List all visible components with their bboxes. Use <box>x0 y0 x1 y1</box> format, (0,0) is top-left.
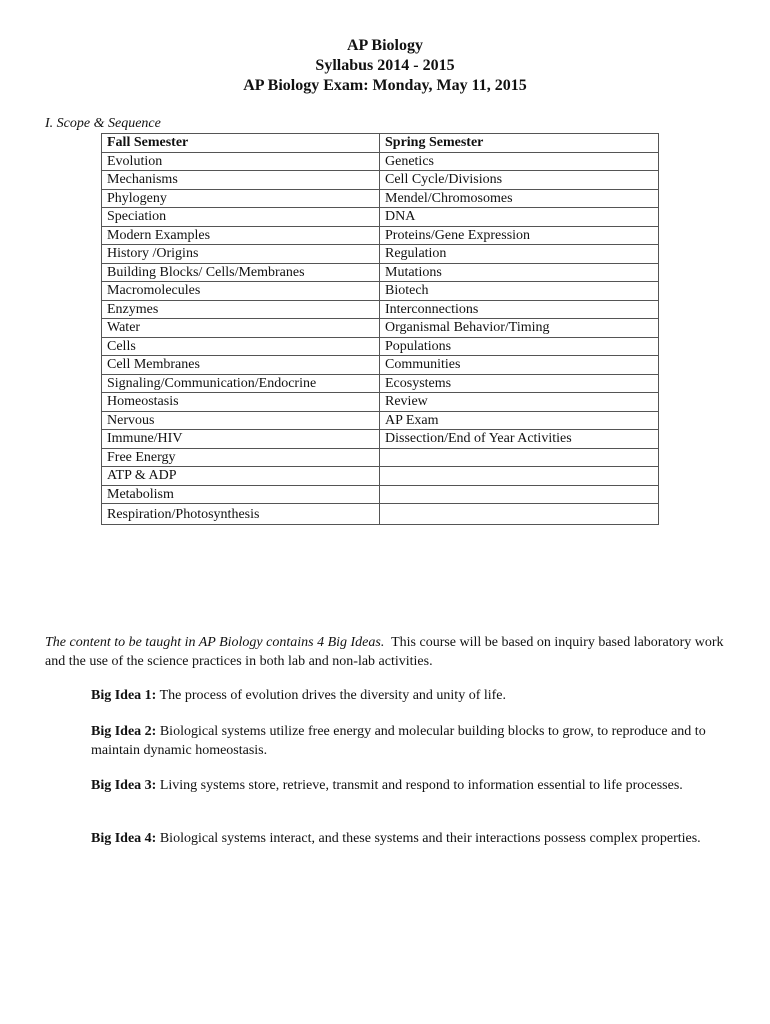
fall-topic-cell: Enzymes <box>102 300 380 319</box>
table-row <box>102 319 659 338</box>
big-idea-label: Big Idea 4: <box>91 831 157 846</box>
fall-semester-header: Fall Semester <box>102 134 380 153</box>
big-idea-text: Biological systems interact, and these systems and their interactions possess complex properties. <box>159 831 701 846</box>
course-title: AP Biology <box>346 37 423 54</box>
spring-topic-cell: Regulation <box>380 245 659 264</box>
fall-topic-cell: Macromolecules <box>102 282 380 301</box>
fall-topic-cell: Mechanisms <box>102 171 380 190</box>
table-row <box>102 208 659 227</box>
table-row <box>102 356 659 375</box>
spring-topic-cell: Communities <box>380 356 659 375</box>
syllabus-year: Syllabus 2014 - 2015 <box>315 57 455 74</box>
spring-topic-cell <box>380 467 659 486</box>
spring-topic-cell <box>380 448 659 467</box>
fall-topic-cell: Metabolism <box>102 485 380 504</box>
spring-topic-cell: Biotech <box>380 282 659 301</box>
spring-topic-cell: Mendel/Chromosomes <box>380 189 659 208</box>
intro-italic: The content to be taught in AP Biology contains 4 Big Ideas. <box>45 635 385 650</box>
big-idea-3 <box>91 776 721 795</box>
spring-topic-cell: Mutations <box>380 263 659 282</box>
table-row <box>102 263 659 282</box>
fall-topic-cell: ATP & ADP <box>102 467 380 486</box>
fall-topic-cell: Speciation <box>102 208 380 227</box>
fall-topic-cell: Building Blocks/ Cells/Membranes <box>102 263 380 282</box>
big-idea-label: Big Idea 2: <box>91 724 157 739</box>
fall-topic-cell: Immune/HIV <box>102 430 380 449</box>
spring-topic-cell: Interconnections <box>380 300 659 319</box>
table-row <box>102 485 659 504</box>
big-idea-text: Living systems store, retrieve, transmit and respond to information essential to life processes. <box>159 778 683 793</box>
document-title <box>0 36 770 96</box>
fall-topic-cell: Evolution <box>102 152 380 171</box>
table-row <box>102 467 659 486</box>
fall-topic-cell: History /Origins <box>102 245 380 264</box>
table-row <box>102 430 659 449</box>
exam-date: AP Biology Exam: Monday, May 11, 2015 <box>243 77 527 94</box>
fall-topic-cell: Nervous <box>102 411 380 430</box>
spring-topic-cell: AP Exam <box>380 411 659 430</box>
fall-topic-cell: Modern Examples <box>102 226 380 245</box>
spring-topic-cell: Review <box>380 393 659 412</box>
table-body <box>102 152 659 525</box>
table-row <box>102 282 659 301</box>
big-idea-1 <box>91 686 721 705</box>
table-row <box>102 337 659 356</box>
big-idea-text: The process of evolution drives the diversity and unity of life. <box>159 688 507 703</box>
table-header-row <box>102 134 659 153</box>
table-row <box>102 504 659 525</box>
fall-topic-cell: Cell Membranes <box>102 356 380 375</box>
big-idea-label: Big Idea 3: <box>91 778 157 793</box>
table-row <box>102 448 659 467</box>
big-idea-2 <box>91 722 721 760</box>
fall-topic-cell: Free Energy <box>102 448 380 467</box>
fall-topic-cell: Homeostasis <box>102 393 380 412</box>
fall-topic-cell: Cells <box>102 337 380 356</box>
table-row <box>102 171 659 190</box>
table-row <box>102 393 659 412</box>
table-row <box>102 411 659 430</box>
big-idea-text: Biological systems utilize free energy and molecular building blocks to grow, to reproduce and to maintain dynamic homeostasis. <box>91 724 706 758</box>
fall-topic-cell: Signaling/Communication/Endocrine <box>102 374 380 393</box>
table-row <box>102 245 659 264</box>
spring-topic-cell: Genetics <box>380 152 659 171</box>
spring-topic-cell: DNA <box>380 208 659 227</box>
intro-text: This course will be based on inquiry based laboratory work and the use of the science practices in both lab and non-lab activities. <box>45 635 724 669</box>
fall-topic-cell: Respiration/Photosynthesis <box>102 504 380 525</box>
spring-topic-cell: Populations <box>380 337 659 356</box>
intro-paragraph <box>45 633 725 671</box>
fall-topic-cell: Water <box>102 319 380 338</box>
table-row <box>102 300 659 319</box>
table-row <box>102 226 659 245</box>
table-row <box>102 374 659 393</box>
spring-topic-cell: Dissection/End of Year Activities <box>380 430 659 449</box>
fall-topic-cell: Phylogeny <box>102 189 380 208</box>
spring-semester-header: Spring Semester <box>380 134 659 153</box>
big-idea-4 <box>91 829 721 848</box>
spring-topic-cell <box>380 485 659 504</box>
section-heading: I. Scope & Sequence <box>45 116 161 131</box>
table-row <box>102 189 659 208</box>
spring-topic-cell: Ecosystems <box>380 374 659 393</box>
spring-topic-cell: Cell Cycle/Divisions <box>380 171 659 190</box>
scope-sequence-table <box>101 133 659 525</box>
big-idea-label: Big Idea 1: <box>91 688 157 703</box>
table-row <box>102 152 659 171</box>
spring-topic-cell <box>380 504 659 525</box>
spring-topic-cell: Organismal Behavior/Timing <box>380 319 659 338</box>
spring-topic-cell: Proteins/Gene Expression <box>380 226 659 245</box>
